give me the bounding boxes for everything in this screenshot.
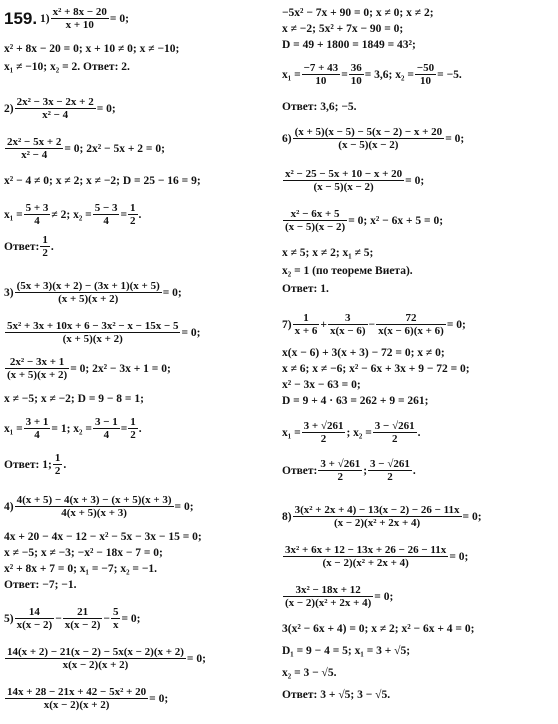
math-line — [282, 168, 424, 193]
math-text: = 1; x₂ = — [51, 422, 92, 435]
math-text: Ответ: 1; — [4, 458, 52, 471]
fraction-numerator: 3 + √261 — [320, 458, 361, 470]
fraction-denominator: (x + 5)(x + 2) — [62, 333, 123, 345]
fraction-numerator: 21 — [63, 606, 103, 619]
math-text: ≠ 2; x₂ = — [51, 208, 92, 221]
math-line — [282, 100, 357, 114]
math-text: x ≠ −2; 5x² + 7x − 90 = 0; — [282, 23, 404, 36]
fraction — [40, 234, 50, 259]
math-line — [282, 688, 390, 702]
math-line — [4, 42, 179, 56]
math-text: = 0; — [149, 692, 169, 705]
math-text: 6) — [282, 132, 292, 145]
fraction-numerator: 72 — [376, 312, 446, 325]
math-text: = 0; 2x² − 3x + 1 = 0; — [70, 362, 171, 375]
fraction — [5, 686, 148, 711]
fraction — [5, 320, 180, 345]
fraction-numerator: 14 — [15, 606, 55, 619]
math-text: x(x − 6) + 3(x + 3) − 72 = 0; x ≠ 0; — [282, 347, 445, 360]
fraction-numerator: 3x² + 6x + 12 − 13x + 26 − 26 − 11x — [285, 544, 447, 556]
fraction-numerator: (5x + 3)(x + 2) − (3x + 1)(x + 5) — [16, 280, 160, 292]
math-text: = — [120, 208, 128, 221]
math-line — [4, 546, 163, 560]
fraction-numerator: 2x² − 3x − 2x + 2 — [16, 96, 94, 108]
math-line — [282, 62, 462, 87]
fraction — [293, 126, 445, 151]
math-line — [4, 606, 140, 631]
math-line — [282, 666, 337, 680]
math-text: 7) — [282, 318, 292, 331]
fraction-denominator: 2 — [320, 433, 327, 445]
math-text: 5) — [4, 612, 14, 625]
fraction-denominator: 10 — [350, 75, 362, 87]
math-line — [282, 362, 470, 376]
fraction-numerator: 3 + 1 — [25, 416, 49, 428]
fraction — [328, 312, 368, 337]
fraction — [349, 62, 364, 87]
fraction — [293, 312, 320, 337]
math-text: = 0; 2x² − 5x + 2 = 0; — [64, 142, 165, 155]
fraction-numerator: −7 + 43 — [303, 62, 339, 74]
math-text: ; x₂ = — [346, 426, 372, 439]
math-line — [4, 60, 130, 74]
math-text: x₁ = — [4, 422, 23, 435]
math-text: = 0; — [374, 590, 394, 603]
fraction-denominator: (x − 5)(x − 2) — [338, 139, 399, 151]
fraction-denominator: 2 — [130, 215, 136, 227]
fraction-numerator: 2x² − 5x + 2 — [7, 136, 62, 148]
fraction — [376, 312, 446, 337]
math-text: 4) — [4, 500, 14, 513]
math-text: Ответ: 3 + √5; 3 − √5. — [282, 689, 391, 702]
math-text: D = 49 + 1800 = 1849 = 43²; — [282, 39, 416, 52]
math-line — [282, 22, 403, 36]
fraction-numerator: 5 − 3 — [94, 202, 118, 214]
math-text: = 0; — [174, 500, 194, 513]
math-line — [282, 394, 429, 408]
math-line — [4, 686, 168, 711]
math-text: = 0; — [109, 12, 129, 25]
fraction-denominator: 4 — [34, 215, 40, 227]
math-line — [282, 6, 434, 20]
math-line — [4, 174, 201, 188]
fraction-denominator: x² − 4 — [21, 149, 48, 161]
fraction — [53, 452, 63, 477]
math-text: . — [412, 464, 416, 477]
math-text: = 0; — [121, 612, 141, 625]
math-text: 3) — [4, 286, 14, 299]
math-line — [4, 578, 76, 592]
fraction — [293, 504, 462, 529]
math-line — [4, 6, 129, 31]
fraction-denominator: 2 — [42, 247, 48, 259]
fraction-denominator: 2 — [54, 465, 61, 477]
math-text: = 0; — [405, 174, 425, 187]
math-text: Ответ: — [4, 240, 40, 253]
fraction-numerator: 1 — [130, 202, 136, 214]
fraction-numerator: (x + 5)(x − 5) − 5(x − 2) − x + 20 — [294, 126, 443, 138]
fraction-numerator: 14x + 28 − 21x + 42 − 5x² + 20 — [7, 686, 147, 698]
fraction-denominator: x(x − 6)(x + 6) — [378, 325, 444, 337]
fraction-numerator: 1 — [130, 416, 136, 428]
fraction-denominator: 2 — [337, 471, 344, 483]
math-line — [282, 208, 443, 233]
fraction-denominator: x(x − 6) — [329, 325, 366, 337]
math-text: D = 9 + 4 · 63 = 262 + 9 = 261; — [282, 395, 429, 408]
math-text: . — [138, 208, 142, 221]
fraction-numerator: 1 — [293, 312, 320, 325]
math-text: + — [320, 318, 327, 331]
math-text: = 0; x² − 6x + 5 = 0; — [348, 214, 444, 227]
fraction-numerator: 3 − 1 — [94, 416, 118, 428]
fraction-denominator: 4 — [103, 215, 109, 227]
math-line — [282, 38, 416, 52]
math-text: . — [417, 426, 421, 439]
math-text: x² − 3x − 63 = 0; — [282, 379, 361, 392]
math-line — [4, 494, 194, 519]
fraction — [373, 420, 417, 445]
math-text: − — [368, 318, 376, 331]
fraction-denominator: x + 10 — [65, 19, 94, 31]
math-text: = 0; — [181, 326, 201, 339]
fraction-numerator: 1 — [54, 452, 61, 464]
math-text: −5x² − 7x + 90 = 0; x ≠ 0; x ≠ 2; — [282, 7, 434, 20]
fraction-denominator: 2 — [387, 471, 393, 483]
fraction — [24, 416, 51, 441]
math-text: D₁ = 9 − 4 = 5; x₁ = 3 + √5; — [282, 645, 411, 658]
fraction — [93, 202, 120, 227]
fraction-numerator: 5 — [112, 606, 119, 618]
math-line — [282, 378, 361, 392]
math-text: 3(x² − 6x + 4) = 0; x ≠ 2; x² − 6x + 4 = 0; — [282, 623, 475, 636]
math-line — [282, 246, 373, 260]
math-line — [282, 420, 420, 445]
fraction-numerator: 3x² − 18x + 12 — [283, 584, 373, 597]
math-text: − — [55, 612, 62, 625]
fraction-denominator: (x − 5)(x − 2) — [313, 181, 374, 193]
math-text: . — [138, 422, 142, 435]
math-text: ; — [363, 464, 368, 477]
math-text: x ≠ −5; x ≠ −2; D = 9 − 8 = 1; — [4, 393, 144, 406]
math-text: = −5. — [437, 68, 462, 81]
fraction-denominator: 2 — [391, 433, 398, 445]
math-text: = 0; — [462, 510, 482, 523]
fraction — [283, 544, 448, 569]
fraction — [283, 584, 373, 609]
math-line — [282, 458, 416, 483]
math-text: x² + 8x + 7 = 0; x₁ = −7; x₂ = −1. — [4, 563, 157, 576]
math-text: . — [63, 458, 67, 471]
fraction — [111, 606, 121, 631]
fraction-denominator: (x − 5)(x − 2) — [285, 221, 346, 233]
fraction-numerator: x² + 8x − 20 — [52, 6, 107, 18]
math-text: = — [120, 422, 128, 435]
math-text: = 0; — [445, 132, 465, 145]
math-line — [282, 544, 468, 569]
math-text: 8) — [282, 510, 292, 523]
math-line — [282, 622, 474, 636]
math-line — [4, 96, 116, 121]
math-text: x ≠ −5; x ≠ −3; −x² − 18x − 7 = 0; — [4, 547, 163, 560]
fraction-denominator: x + 6 — [294, 325, 318, 337]
math-line — [282, 584, 393, 609]
math-text: Ответ: −7; −1. — [4, 579, 77, 592]
math-line — [282, 504, 482, 529]
fraction-denominator: 10 — [420, 75, 432, 87]
math-line — [4, 234, 54, 259]
math-line — [4, 356, 171, 381]
fraction-denominator: 10 — [315, 75, 327, 87]
problem-number: 159. — [4, 8, 38, 28]
math-line — [282, 282, 329, 296]
fraction — [318, 458, 362, 483]
fraction-denominator: 4 — [34, 429, 40, 441]
fraction — [15, 96, 96, 121]
math-text: = 0; — [446, 318, 466, 331]
math-line — [282, 126, 464, 151]
fraction-numerator: 2x² − 3x + 1 — [5, 356, 69, 369]
math-line — [4, 320, 201, 345]
math-line — [282, 264, 413, 278]
fraction-numerator: x² − 25 − 5x + 10 − x + 20 — [285, 168, 403, 180]
math-text: 4x + 20 − 4x − 12 − x² − 5x − 3x − 15 = 0; — [4, 531, 202, 544]
math-text: = 0; — [96, 102, 116, 115]
math-text: x ≠ 5; x ≠ 2; x₁ ≠ 5; — [282, 247, 374, 260]
fraction — [15, 494, 174, 519]
fraction-denominator: x — [112, 619, 119, 631]
fraction-denominator: 4 — [103, 429, 110, 441]
fraction — [283, 208, 347, 233]
math-text: Ответ: 1. — [282, 283, 329, 296]
math-text: = 0; — [186, 652, 206, 665]
fraction-numerator: 5 + 3 — [25, 202, 49, 214]
fraction-denominator: (x − 2)(x² + 2x + 4) — [333, 517, 421, 529]
math-text: 2) — [4, 102, 14, 115]
math-line — [282, 644, 410, 658]
math-text: − — [103, 612, 110, 625]
fraction-denominator: x(x − 2)(x + 2) — [62, 659, 129, 671]
fraction-numerator: 4(x + 5) − 4(x + 3) − (x + 5)(x + 3) — [16, 494, 172, 506]
fraction — [5, 136, 63, 161]
fraction — [24, 202, 51, 227]
fraction — [128, 416, 138, 441]
math-text: . — [50, 240, 54, 253]
fraction — [283, 168, 404, 193]
fraction-numerator: −50 — [416, 62, 435, 74]
math-line — [4, 562, 157, 576]
math-text: x₂ = 3 − √5. — [282, 667, 337, 680]
fraction — [5, 646, 186, 671]
fraction-denominator: (x + 5)(x + 2) — [7, 369, 68, 381]
fraction — [368, 458, 412, 483]
fraction-denominator: x(x − 2) — [64, 619, 101, 631]
fraction-denominator: x(x − 2) — [16, 619, 53, 631]
math-text: = 0; — [449, 550, 469, 563]
fraction-numerator: 5x² + 3x + 10x + 6 − 3x² − x − 15x − 5 — [7, 320, 179, 332]
fraction-numerator: 1 — [42, 234, 48, 246]
math-text: x² − 4 ≠ 0; x ≠ 2; x ≠ −2; D = 25 − 16 = 9; — [4, 175, 201, 188]
math-line — [4, 392, 144, 406]
math-text: x ≠ 6; x ≠ −6; x² − 6x + 3x + 9 − 72 = 0; — [282, 363, 470, 376]
math-text: x² + 8x − 20 = 0; x + 10 ≠ 0; x ≠ −10; — [4, 43, 180, 56]
math-line — [4, 202, 141, 227]
fraction — [415, 62, 436, 87]
fraction-numerator: 3 − √261 — [374, 420, 415, 432]
fraction — [5, 356, 69, 381]
fraction-denominator: (x + 5)(x + 2) — [58, 293, 119, 305]
fraction-numerator: 14(x + 2) − 21(x − 2) − 5x(x − 2)(x + 2) — [7, 646, 184, 658]
fraction — [63, 606, 103, 631]
math-text: = 0; — [162, 286, 182, 299]
fraction-numerator: 3 — [328, 312, 368, 325]
fraction — [302, 420, 346, 445]
math-line — [282, 346, 445, 360]
fraction-numerator: 3(x² + 2x + 4) − 13(x − 2) − 26 − 11x — [294, 504, 460, 516]
math-line — [4, 646, 206, 671]
fraction-denominator: x² − 4 — [42, 109, 69, 121]
math-text: x₂ = 1 (по теореме Виета). — [282, 265, 413, 278]
math-line — [282, 312, 466, 337]
math-text: x₁ = — [4, 208, 23, 221]
fraction-denominator: x(x − 2)(x + 2) — [43, 699, 110, 711]
math-line — [4, 416, 142, 441]
fraction — [51, 6, 109, 31]
math-line — [4, 136, 165, 161]
math-text: = — [341, 68, 348, 81]
math-text: Ответ: — [282, 464, 318, 477]
fraction-numerator: x² − 6x + 5 — [283, 208, 347, 221]
math-text: x₁ ≠ −10; x₂ = 2. Ответ: 2. — [4, 61, 130, 74]
math-text: x₁ = — [282, 426, 301, 439]
fraction — [302, 62, 341, 87]
math-line — [4, 280, 182, 305]
fraction-numerator: 3 + √261 — [303, 420, 344, 432]
math-text: x₁ = — [282, 68, 301, 81]
math-text: = 3,6; x₂ = — [364, 68, 414, 81]
fraction-denominator: 2 — [130, 429, 136, 441]
fraction-denominator: (x − 2)(x² + 2x + 4) — [322, 557, 409, 569]
fraction — [15, 606, 55, 631]
fraction — [93, 416, 120, 441]
fraction-denominator: 4(x + 5)(x + 3) — [61, 507, 127, 519]
fraction — [15, 280, 162, 305]
fraction — [128, 202, 138, 227]
fraction-numerator: 36 — [350, 62, 362, 74]
math-text: Ответ: 3,6; −5. — [282, 101, 357, 114]
math-text: 1) — [39, 12, 50, 25]
fraction-denominator: (x − 2)(x² + 2x + 4) — [285, 597, 372, 609]
math-line — [4, 530, 202, 544]
math-line — [4, 452, 66, 477]
fraction-numerator: 3 − √261 — [370, 458, 410, 470]
